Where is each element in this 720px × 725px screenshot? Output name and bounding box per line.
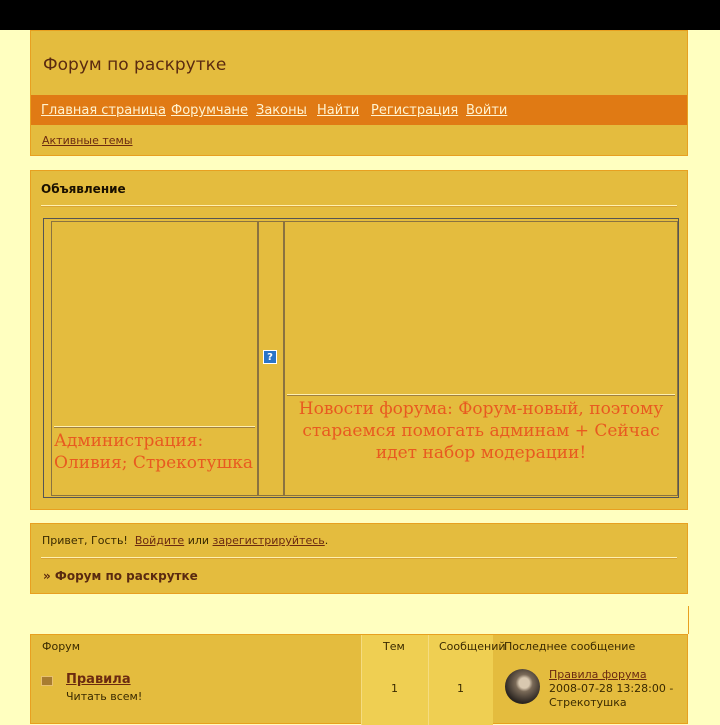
site-title: Форум по раскрутке <box>43 55 227 75</box>
announcement-table <box>43 218 679 498</box>
announcement-title: Объявление <box>41 182 126 196</box>
header-last-post: Последнее сообщение <box>504 640 636 653</box>
nav-register-link[interactable]: Регистрация <box>371 103 459 118</box>
last-post-meta: 2008-07-28 13:28:00 - Стрекотушка <box>549 682 674 709</box>
nav-rules-link[interactable]: Законы <box>256 103 307 118</box>
admin-cell <box>51 221 258 496</box>
help-cell <box>258 221 284 496</box>
forum-table <box>30 634 688 724</box>
avatar[interactable] <box>505 669 540 704</box>
announcement-panel <box>30 170 688 510</box>
header-posts: Сообщений <box>439 640 506 653</box>
help-icon[interactable]: ? <box>263 350 277 364</box>
divider <box>287 394 675 396</box>
forum-link-rules[interactable]: Правила <box>66 672 131 687</box>
breadcrumb[interactable]: » Форум по раскрутке <box>43 569 198 583</box>
news-cell <box>284 221 678 496</box>
period-text: . <box>324 534 329 547</box>
divider <box>54 426 255 428</box>
forum-status-icon <box>41 676 53 686</box>
nav-home-link[interactable]: Главная страница <box>41 103 166 118</box>
divider <box>688 606 689 634</box>
greeting-text: Привет, Гость! <box>42 534 128 547</box>
register-link[interactable]: зарегистрируйтесь <box>212 534 325 547</box>
last-post-link[interactable]: Правила форума <box>549 668 647 681</box>
topics-count: 1 <box>391 682 398 695</box>
login-link[interactable]: Войдите <box>134 534 185 547</box>
header-forum: Форум <box>42 640 80 653</box>
divider <box>41 557 677 559</box>
top-black-bar <box>0 0 720 30</box>
nav-search-link[interactable]: Найти <box>317 103 360 118</box>
welcome-line <box>42 534 328 547</box>
main-navigation <box>31 95 687 125</box>
header-topics: Тем <box>383 640 405 653</box>
nav-login-link[interactable]: Войти <box>466 103 508 118</box>
nav-members-link[interactable]: Форумчане <box>171 103 249 118</box>
administration-text: Администрация: Оливия; Стрекотушка <box>54 431 254 473</box>
divider <box>41 205 677 207</box>
or-text: или <box>187 534 210 547</box>
forum-header <box>30 30 688 156</box>
active-topics-link[interactable]: Активные темы <box>42 134 133 147</box>
welcome-panel <box>30 523 688 594</box>
forum-news-text: Новости форума: Форум-новый, поэтому стараемся помогать админам + Сейчас идет набор модерации! <box>298 399 664 463</box>
posts-count: 1 <box>457 682 464 695</box>
forum-description: Читать всем! <box>66 690 143 703</box>
